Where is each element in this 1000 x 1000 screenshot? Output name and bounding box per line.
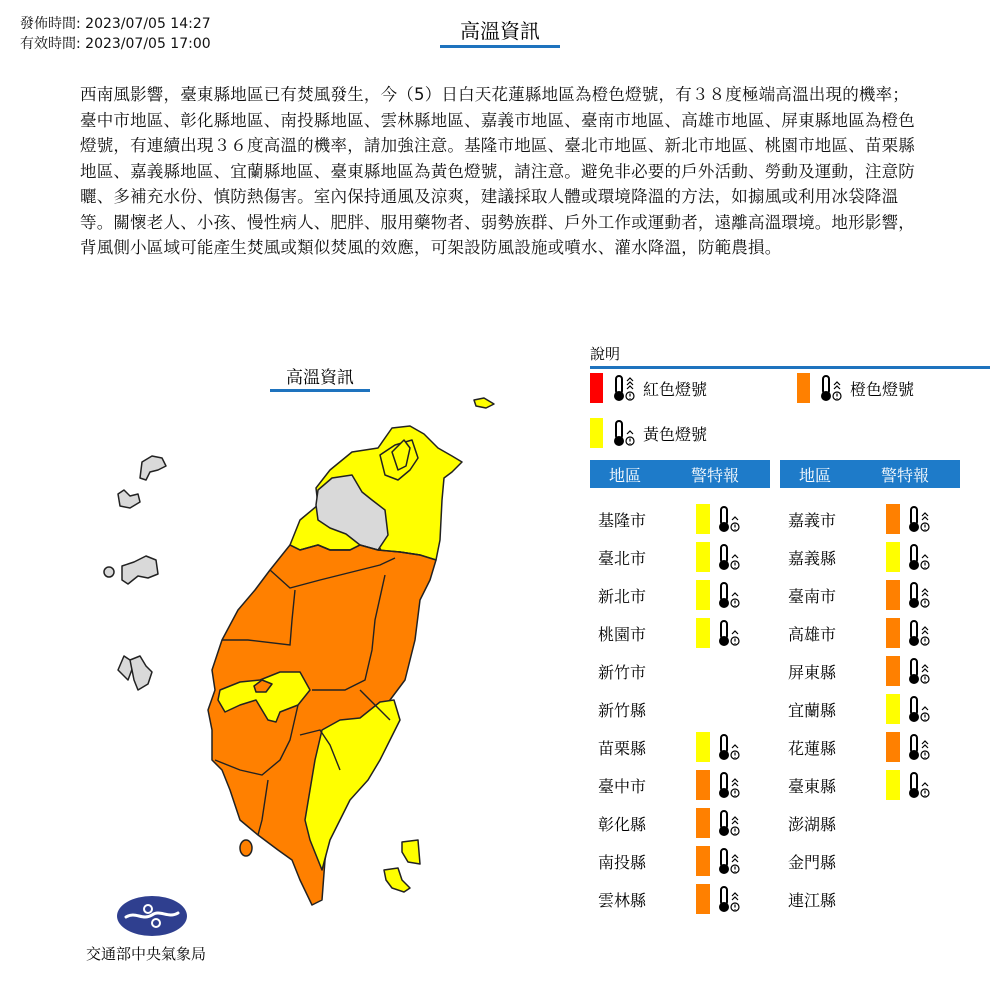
yellow-swatch [886,542,900,572]
region-name: 臺中市 [598,776,647,796]
yellow-swatch [696,618,710,648]
region-name: 臺北市 [598,548,647,568]
region-list-right [778,500,958,918]
region-name: 雲林縣 [598,890,647,910]
thermometer-2-arrows-icon [906,732,932,762]
region-row [588,500,768,538]
thermometer-2-arrows-icon [906,656,932,686]
thermometer-1-arrow-icon [906,542,932,572]
region-name: 金門縣 [788,852,837,872]
orange-swatch [696,770,710,800]
region-name: 彰化縣 [598,814,647,834]
region-row [588,842,768,880]
region-list-left [588,500,768,918]
table-header-left [590,460,770,488]
yellow-swatch [886,770,900,800]
thermometer-2-arrows-icon [716,808,742,838]
region-row [588,576,768,614]
region-name: 嘉義市 [788,510,837,530]
thermometer-1-arrow-icon [906,694,932,724]
legend-title: 說明 [590,343,990,369]
header-warning: 警特報 [690,465,739,485]
orange-swatch [886,618,900,648]
region-name: 花蓮縣 [788,738,837,758]
region-row [778,576,958,614]
yellow-swatch [696,504,710,534]
thermometer-1-arrow-icon [716,732,742,762]
thermometer-2-arrows-icon [906,580,932,610]
legend-item-orange [797,373,914,403]
region-name: 高雄市 [788,624,837,644]
yellow-swatch [590,418,603,448]
agency-name: 交通部中央氣象局 [86,945,207,963]
yellow-swatch [696,542,710,572]
region-name: 臺東縣 [788,776,837,796]
region-row [588,652,768,690]
region-name: 苗栗縣 [598,738,647,758]
region-row [778,880,958,918]
thermometer-1-arrow-icon [716,504,742,534]
yellow-swatch [886,694,900,724]
region-row [778,614,958,652]
region-row [778,690,958,728]
region-name: 澎湖縣 [788,814,837,834]
thermometer-1-arrow-icon [611,418,637,448]
taiwan-warning-map [100,390,520,910]
region-row [588,766,768,804]
header-region: 地區 [798,465,831,485]
table-header-right [780,460,960,488]
thermometer-2-arrows-icon [716,846,742,876]
region-name: 連江縣 [788,890,837,910]
valid-time: 有效時間: 2023/07/05 17:00 [20,36,211,52]
thermometer-2-arrows-icon [716,770,742,800]
description-text: 西南風影響，臺東縣地區已有焚風發生，今（5）日白天花蓮縣地區為橙色燈號，有３８度極端高溫出現的機率；臺中市地區、彰化縣地區、南投縣地區、雲林縣地區、嘉義市地區、臺南市地區、高雄市地區、屏東縣地區為橙色燈號，有連續出現３６度高溫的機率，請加強注意。基隆市地區、臺北市地區、新北市地區、桃園市地區、苗栗縣地區、嘉義縣地區、宜蘭縣地區、臺東縣地區為黃色燈號，請注意。避免非必要的戶外活動、勞動及運動，注意防曬、多補充水份、慎防熱傷害。室內保持通風及涼爽，建議採取人體或環境降溫的方法，如搧風或利用冰袋降溫等。關懷老人、小孩、慢性病人、肥胖、服用藥物者、弱勢族群、戶外工作或運動者，遠離高溫環境。地形影響，背風側小區域可能產生焚風或類似焚風的效應，可架設防風設施或噴水、灌水降溫，防範農損。 [80,85,915,257]
region-name: 宜蘭縣 [788,700,837,720]
header-region: 地區 [608,465,641,485]
region-row [778,842,958,880]
orange-swatch [886,580,900,610]
issued-time: 發佈時間: 2023/07/05 14:27 [20,16,211,32]
region-name: 臺南市 [788,586,837,606]
region-row [588,728,768,766]
region-row [778,766,958,804]
region-row [588,538,768,576]
thermometer-2-arrows-icon [818,373,844,403]
region-row [778,728,958,766]
region-name: 新北市 [598,586,647,606]
legend-label: 黃色燈號 [643,424,708,444]
region-row [778,500,958,538]
region-name: 嘉義縣 [788,548,837,568]
thermometer-3-arrows-icon [611,373,637,403]
cwb-logo [116,895,188,937]
legend-item-red [590,373,707,403]
header-warning: 警特報 [880,465,929,485]
thermometer-1-arrow-icon [906,770,932,800]
legend-label: 橙色燈號 [850,379,915,399]
region-name: 屏東縣 [788,662,837,682]
page-title: 高溫資訊 [440,18,560,48]
legend-label: 紅色燈號 [643,379,708,399]
thermometer-1-arrow-icon [716,580,742,610]
legend-item-yellow [590,418,707,448]
region-name: 新竹市 [598,662,647,682]
orange-swatch [886,656,900,686]
region-row [588,690,768,728]
region-name: 桃園市 [598,624,647,644]
orange-swatch [696,884,710,914]
thermometer-2-arrows-icon [906,618,932,648]
orange-swatch [886,732,900,762]
region-name: 南投縣 [598,852,647,872]
region-name: 新竹縣 [598,700,647,720]
orange-swatch [696,846,710,876]
region-name: 基隆市 [598,510,647,530]
thermometer-2-arrows-icon [716,884,742,914]
orange-swatch [696,808,710,838]
thermometer-1-arrow-icon [716,618,742,648]
region-row [588,614,768,652]
region-row [778,804,958,842]
orange-swatch [797,373,810,403]
red-swatch [590,373,603,403]
region-row [778,538,958,576]
map-penghu [140,456,166,480]
yellow-swatch [696,732,710,762]
region-row [588,804,768,842]
map-title: 高溫資訊 [270,367,370,392]
orange-swatch [886,504,900,534]
timestamps [20,14,211,54]
region-row [778,652,958,690]
thermometer-1-arrow-icon [716,542,742,572]
region-row [588,880,768,918]
thermometer-2-arrows-icon [906,504,932,534]
yellow-swatch [696,580,710,610]
